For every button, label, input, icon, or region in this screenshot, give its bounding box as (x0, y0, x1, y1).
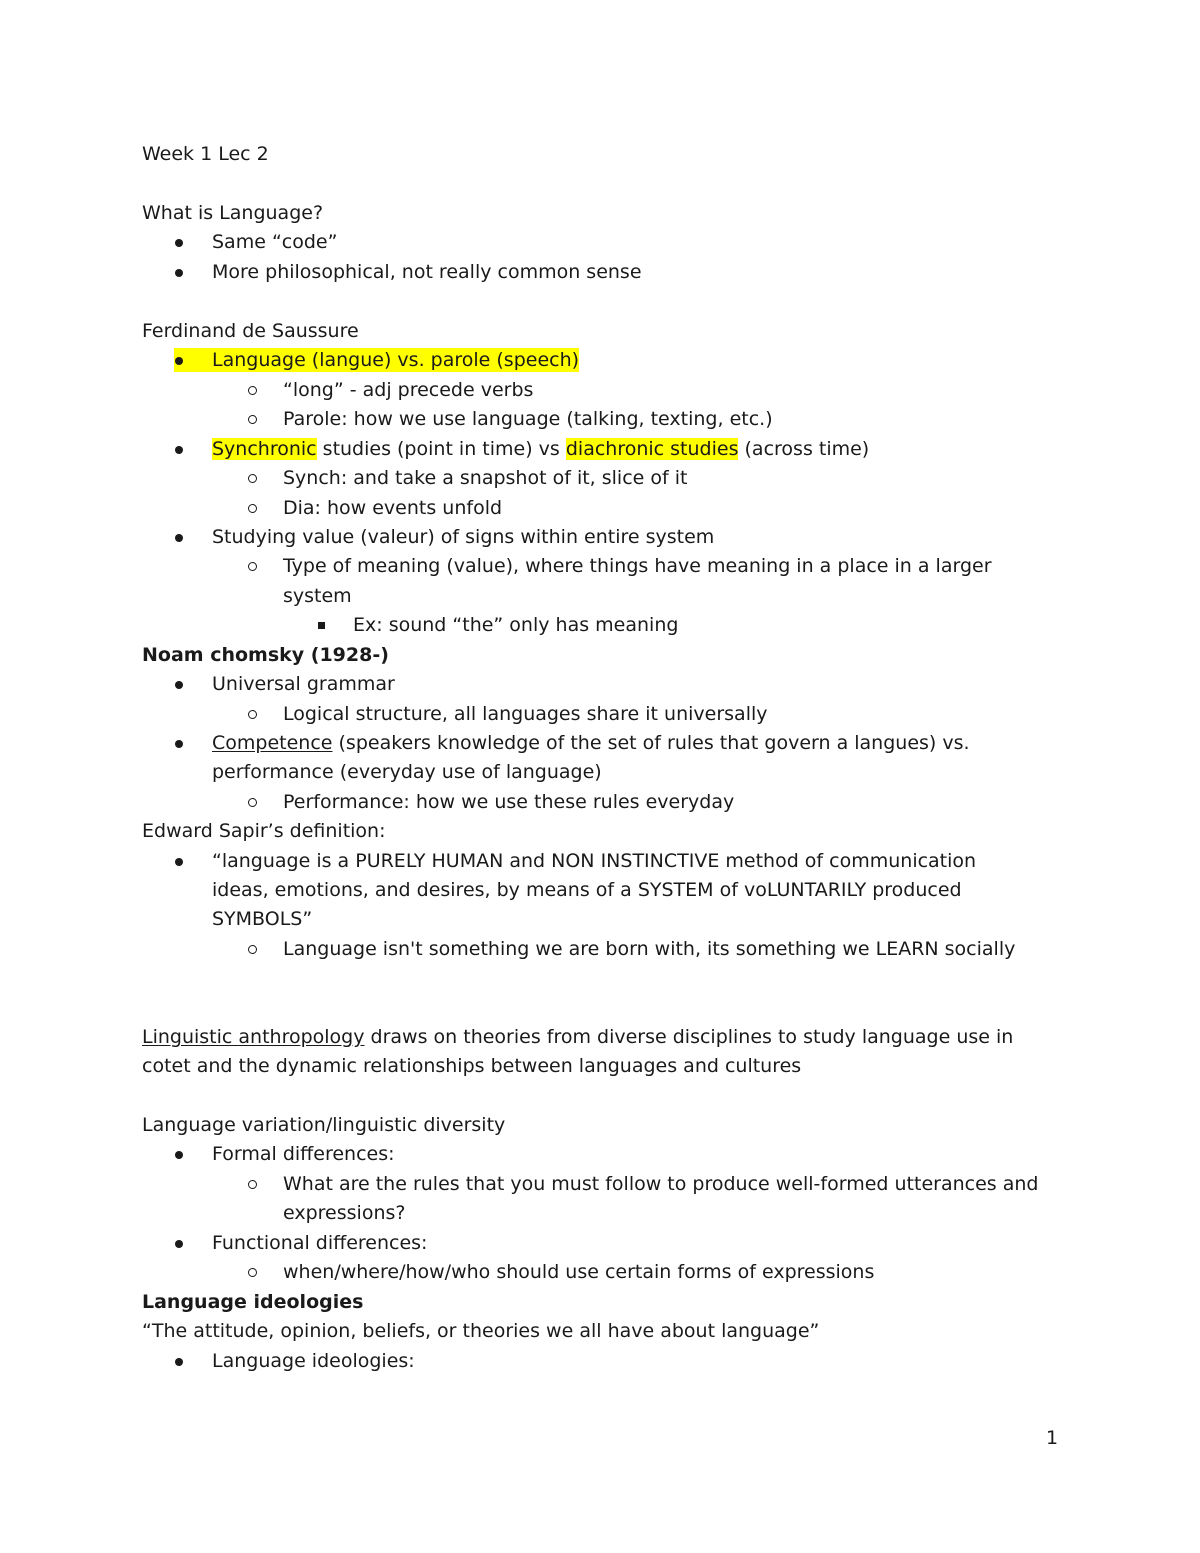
list-item-text: “long” - adj precede verbs (283, 379, 534, 401)
bullet-circle-icon (248, 945, 257, 954)
bullet-circle-icon (248, 386, 257, 395)
page-number: 1 (1046, 1427, 1059, 1449)
bullet-circle-icon (248, 504, 257, 513)
list-item-text-continuation: ideas, emotions, and desires, by means of a SYSTEM of voLUNTARILY produced (212, 879, 962, 901)
list-item-text: Formal differences: (212, 1143, 395, 1165)
text-run: (across time) (738, 438, 870, 460)
bullet-disc-icon (175, 1240, 183, 1248)
section-heading-saussure: Ferdinand de Saussure (142, 320, 359, 342)
quote-definition: “The attitude, opinion, beliefs, or theories we all have about language” (142, 1320, 820, 1342)
paragraph-continuation: cotet and the dynamic relationships between languages and cultures (142, 1055, 802, 1077)
text-run: studies (point in time) vs (316, 438, 566, 460)
list-item-text: Type of meaning (value), where things have meaning in a place in a larger (283, 555, 992, 577)
list-item-text (212, 437, 869, 461)
list-item-text: Same “code” (212, 231, 338, 253)
list-item-text-continuation: SYMBOLS” (212, 908, 313, 930)
bullet-circle-icon (248, 562, 257, 571)
text-run: (speakers knowledge of the set of rules that govern a langues) vs. (332, 732, 970, 754)
bullet-circle-icon (248, 415, 257, 424)
underlined-term: Linguistic anthropology (142, 1026, 365, 1048)
bullet-disc-icon (175, 858, 183, 866)
list-item-text-highlighted: Language (langue) vs. parole (speech) (212, 349, 580, 371)
bullet-disc-icon (175, 534, 183, 542)
bullet-circle-icon (248, 798, 257, 807)
bullet-disc-icon (175, 681, 183, 689)
list-item-text: Language ideologies: (212, 1350, 415, 1372)
list-item-text: More philosophical, not really common sense (212, 261, 642, 283)
list-item-text: Synch: and take a snapshot of it, slice of it (283, 467, 688, 489)
list-item-text (212, 731, 970, 755)
underlined-term: Competence (212, 732, 333, 754)
highlighted-term: Synchronic (212, 438, 317, 460)
list-item-text: Parole: how we use language (talking, texting, etc.) (283, 408, 773, 430)
highlighted-term: diachronic studies (565, 438, 739, 460)
list-item-text: Ex: sound “the” only has meaning (353, 614, 679, 636)
bullet-circle-icon (248, 1268, 257, 1277)
bullet-disc-icon (175, 446, 183, 454)
list-item-text: “language is a PURELY HUMAN and NON INSTINCTIVE method of communication (212, 850, 977, 872)
text-run: draws on theories from diverse disciplines to study language use in (364, 1026, 1014, 1048)
bullet-disc-icon (175, 1358, 183, 1366)
bullet-circle-icon (248, 1180, 257, 1189)
section-heading-sapir: Edward Sapir’s definition: (142, 820, 386, 842)
bullet-disc-icon (175, 269, 183, 277)
bullet-disc-icon (175, 239, 183, 247)
section-heading-chomsky: Noam chomsky (1928-) (142, 644, 389, 666)
bullet-disc-icon (175, 740, 183, 748)
bullet-circle-icon (248, 710, 257, 719)
list-item-text: Universal grammar (212, 673, 395, 695)
paragraph-linguistic-anthropology (142, 1025, 1013, 1049)
section-heading-language-ideologies: Language ideologies (142, 1291, 364, 1313)
bullet-circle-icon (248, 474, 257, 483)
list-item-text: Dia: how events unfold (283, 497, 503, 519)
section-heading-what-is-language: What is Language? (142, 202, 324, 224)
bullet-disc-icon (175, 1151, 183, 1159)
list-item-text: when/where/how/who should use certain forms of expressions (283, 1261, 875, 1283)
bullet-disc-icon (175, 357, 183, 365)
list-item-text: What are the rules that you must follow to produce well-formed utterances and (283, 1173, 1039, 1195)
bullet-square-icon (318, 622, 325, 629)
list-item-text: Logical structure, all languages share it universally (283, 703, 768, 725)
list-item-text: Functional differences: (212, 1232, 428, 1254)
list-item-text: Studying value (valeur) of signs within entire system (212, 526, 715, 548)
list-item-text-continuation: expressions? (283, 1202, 406, 1224)
section-heading-language-variation: Language variation/linguistic diversity (142, 1114, 506, 1136)
doc-title: Week 1 Lec 2 (142, 143, 269, 165)
list-item-text-continuation: performance (everyday use of language) (212, 761, 602, 783)
list-item-text: Performance: how we use these rules everyday (283, 791, 735, 813)
list-item-text-continuation: system (283, 585, 352, 607)
list-item-text: Language isn't something we are born with, its something we LEARN socially (283, 938, 1016, 960)
